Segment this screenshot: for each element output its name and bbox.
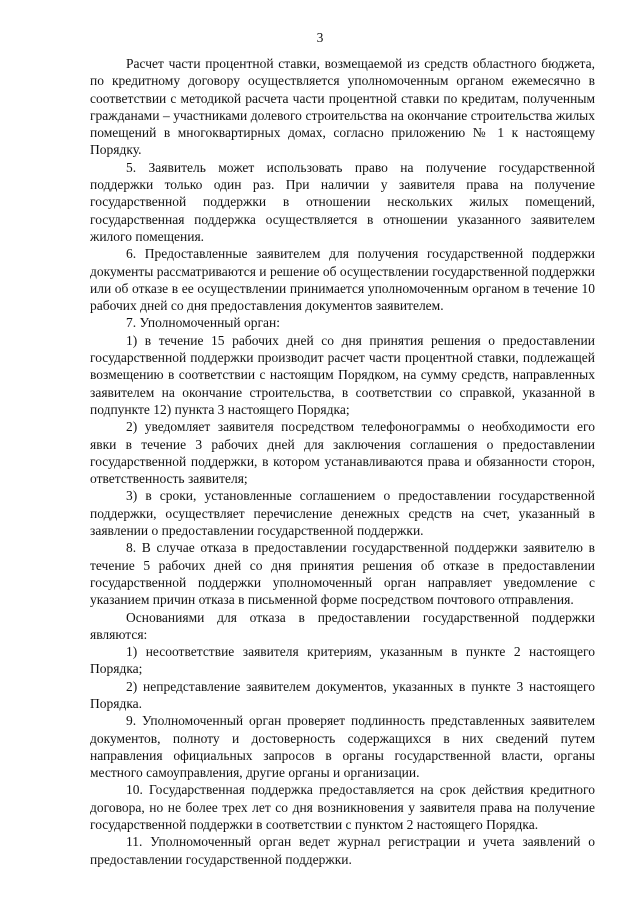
paragraph-7-item-3: 3) в сроки, установленные соглашением о предоставлении государственной поддержки, осуществляет перечисление денежных средств на счет, указанный в заявлении о предоставлении государственной поддержки. [90, 488, 595, 539]
paragraph-8-refusal-notice: 8. В случае отказа в предоставлении государственной поддержки заявителю в течение 5 рабочих дней со дня принятия решения об отказе в предоставлении государственной поддержки уполномоченный орган направляет уведомление с указанием причин отказа в письменной форме посредством почтового отправления. [90, 540, 595, 608]
paragraph-6-review-period: 6. Предоставленные заявителем для получения государственной поддержки документы рассматриваются и решение об осуществлении государственной поддержки или об отказе в ее осуществлении принимается уполномоченным органом в течение 10 рабочих дней со дня предоставления документов заявителем. [90, 246, 595, 314]
paragraph-5-one-time-support: 5. Заявитель может использовать право на получение государственной поддержки только один раз. При наличии у заявителя права на получение государственной поддержки в отношении нескольких жилых помещений, государственная поддержка осуществляется в отношении указанного заявителем жилого помещения. [90, 159, 595, 244]
paragraph-9-verification: 9. Уполномоченный орган проверяет подлинность представленных заявителем документов, полноту и достоверность содержащихся в них сведений путем направления официальных запросов в органы государственной власти, органы местного самоуправления, другие органы и организации. [90, 713, 595, 781]
paragraph-interest-rate-calculation: Расчет части процентной ставки, возмещаемой из средств областного бюджета, по кредитному договору осуществляется уполномоченным органом ежемесячно в соответствии с методикой расчета части процентной ставки по кредитам, полученным гражданами – участниками долевого строительства на окончание строительства жилых помещений в многоквартирных домах, согласно приложению № 1 к настоящему Порядку. [90, 56, 595, 158]
paragraph-7-item-2: 2) уведомляет заявителя посредством телефонограммы о необходимости его явки в течение 3 рабочих дней для заключения соглашения о предоставлении государственной поддержки, в котором устанавливаются права и обязанности сторон, ответственность заявителя; [90, 419, 595, 487]
paragraph-7-authorized-body: 7. Уполномоченный орган: [126, 315, 280, 331]
paragraph-refusal-ground-1: 1) несоответствие заявителя критериям, указанным в пункте 2 настоящего Порядка; [90, 644, 595, 677]
paragraph-refusal-ground-2: 2) непредставление заявителем документов, указанных в пункте 3 настоящего Порядка. [90, 678, 595, 711]
paragraph-refusal-grounds: Основаниями для отказа в предоставлении государственной поддержки являются: [90, 609, 595, 642]
paragraph-10-support-term: 10. Государственная поддержка предоставляется на срок действия кредитного договора, но не более трех лет со дня возникновения у заявителя права на получение государственной поддержки в соответствии с пунктом 2 настоящего Порядка. [90, 782, 595, 833]
paragraph-11-registration-log: 11. Уполномоченный орган ведет журнал регистрации и учета заявлений о предоставлении государственной поддержки. [90, 834, 595, 867]
paragraph-7-item-1: 1) в течение 15 рабочих дней со дня принятия решения о предоставлении государственной поддержки производит расчет части процентной ставки, подлежащей возмещению в соответствии с настоящим Порядком, на сумму средств, направленных заявителем на окончание строительства, в соответствии со справкой, указанной в подпункте 12) пункта 3 настоящего Порядка; [90, 332, 595, 417]
page-number: 3 [316, 30, 324, 45]
document-body [90, 55, 595, 868]
